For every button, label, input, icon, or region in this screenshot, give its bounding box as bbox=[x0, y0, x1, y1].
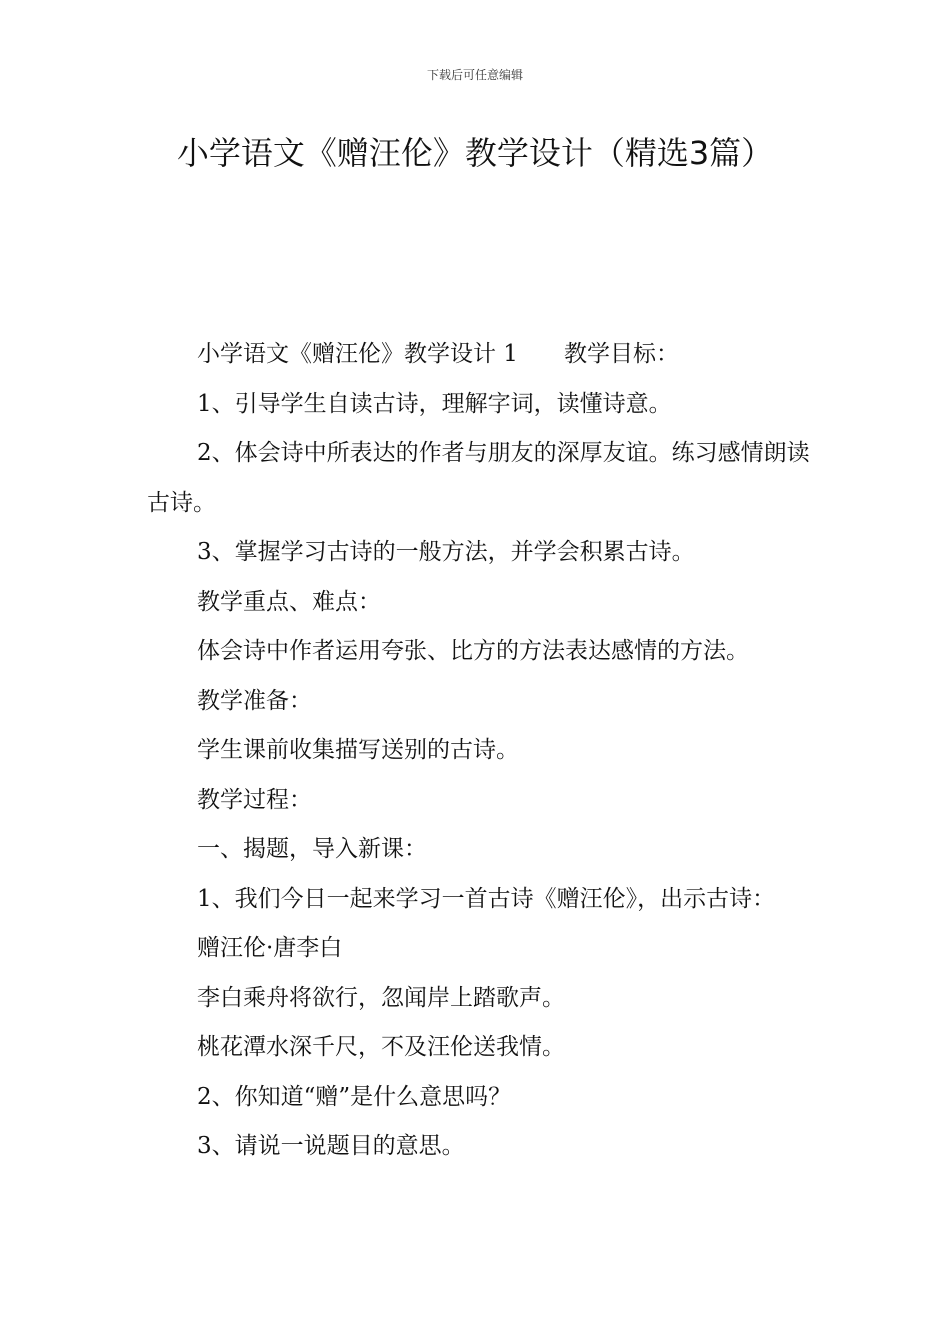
paragraph: 体会诗中作者运用夸张、比方的方法表达感情的方法。 bbox=[197, 638, 749, 664]
poem-line: 桃花潭水深千尺，不及汪伦送我情。 bbox=[197, 1034, 565, 1060]
poem-line: 李白乘舟将欲行，忽闻岸上踏歌声。 bbox=[197, 984, 565, 1011]
paragraph: 学生课前收集描写送别的古诗。 bbox=[197, 737, 519, 763]
section-heading: 小学语文《赠汪伦》教学设计 1 bbox=[197, 341, 518, 367]
paragraph: 一、揭题，导入新课： bbox=[197, 836, 427, 862]
paragraph: 教学准备： bbox=[197, 687, 312, 714]
teaching-goals-label: 教学目标： bbox=[563, 341, 679, 367]
paragraph: 2、你知道“赠”是什么意思吗？ bbox=[197, 1083, 512, 1110]
paragraph: 教学重点、难点： bbox=[197, 588, 381, 615]
document-body bbox=[147, 330, 812, 1172]
paragraph: 教学过程： bbox=[197, 786, 312, 813]
document-title: 小学语文《赠汪伦》教学设计（精选3篇） bbox=[176, 134, 774, 172]
paragraph: 1、引导学生自读古诗，理解字词，读懂诗意。 bbox=[197, 390, 672, 417]
header-note: 下载后可任意编辑 bbox=[426, 68, 523, 82]
paragraph-section-heading bbox=[147, 330, 812, 380]
paragraph: 3、请说一说题目的意思。 bbox=[197, 1133, 465, 1159]
paragraph: 3、掌握学习古诗的一般方法，并学会积累古诗。 bbox=[197, 539, 695, 565]
poem-title: 赠汪伦·唐李白 bbox=[197, 935, 343, 961]
paragraph: 2、体会诗中所表达的作者与朋友的深厚友谊。练习感情朗读古诗。 bbox=[147, 440, 810, 516]
paragraph: 1、我们今日一起来学习一首古诗《赠汪伦》，出示古诗： bbox=[197, 885, 776, 912]
